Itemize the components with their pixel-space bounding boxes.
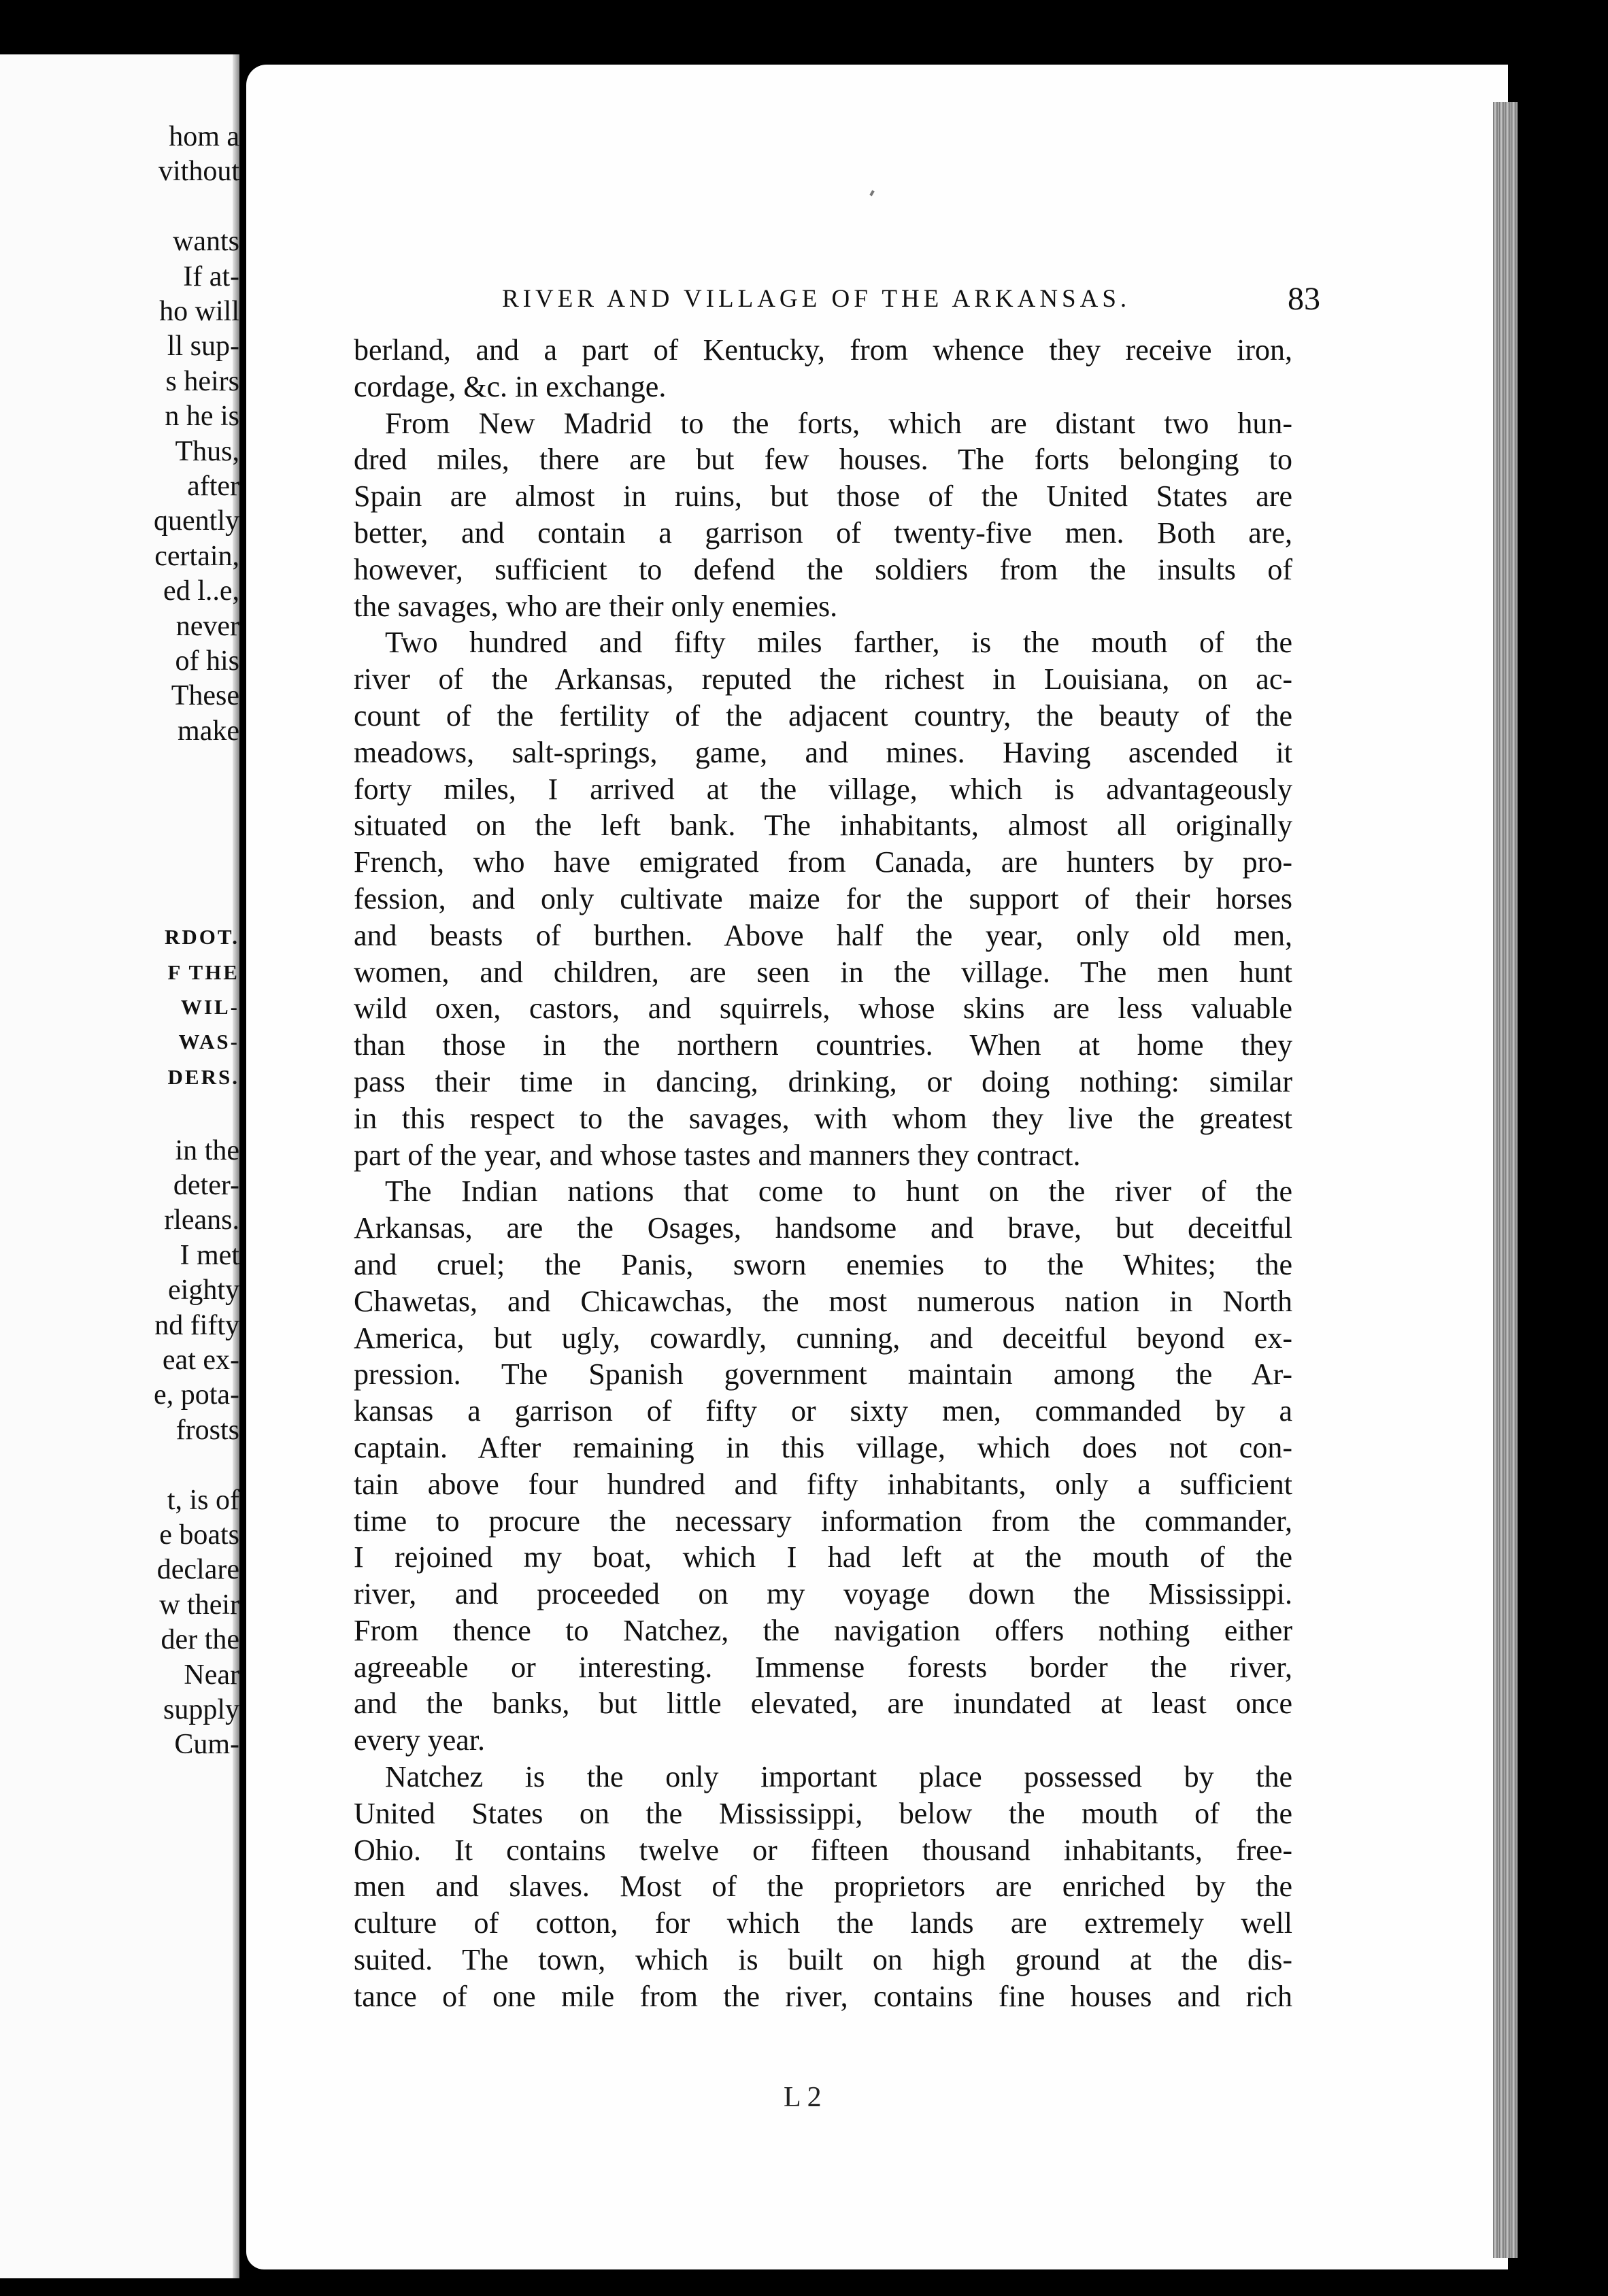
text-line: however, sufficient to defend the soldiers from the insults of [354, 552, 1292, 586]
facing-text-line: of his [175, 645, 239, 677]
facing-text-line: ed l..e, [163, 575, 239, 607]
text-line: Chawetas, and Chicawchas, the most numerous nation in North [354, 1284, 1292, 1318]
facing-text-line: Cum- [174, 1729, 239, 1761]
text-line: and beasts of burthen. Above half the year, only old men, [354, 918, 1292, 952]
facing-text-line: RDOT. [164, 925, 239, 949]
facing-text-line: eighty [168, 1274, 239, 1306]
text-line: situated on the left bank. The inhabitants, almost all originally [354, 809, 1292, 843]
signature-mark: L 2 [784, 2082, 822, 2113]
text-line: United States on the Mississippi, below the mouth of the [354, 1796, 1292, 1830]
text-line: pass their time in dancing, drinking, or doing nothing: similar [354, 1064, 1292, 1098]
facing-text-line: n he is [165, 401, 239, 433]
text-line: time to procure the necessary information from the commander, [354, 1504, 1292, 1538]
text-line: tain above four hundred and fifty inhabitants, only a sufficient [354, 1467, 1292, 1501]
facing-text-line: wants [173, 226, 239, 258]
facing-text-line: Thus, [175, 435, 239, 467]
facing-text-line: after [187, 471, 239, 502]
facing-text-line: t, is of [167, 1484, 239, 1516]
facing-text-line: nd fifty [154, 1309, 239, 1341]
text-line: every year. [354, 1723, 485, 1757]
text-line: suited. The town, which is built on high ground at the dis- [354, 1943, 1292, 1977]
facing-text-line: s heirs [165, 365, 239, 397]
text-line: forty miles, I arrived at the village, which is advantageously [354, 772, 1292, 806]
book-gutter [239, 0, 246, 2296]
page-block-edge [1493, 102, 1518, 2258]
text-line: America, but ugly, cowardly, cunning, and deceitful beyond ex- [354, 1321, 1292, 1355]
text-line: than those in the northern countries. When at home they [354, 1028, 1292, 1062]
text-line: French, who have emigrated from Canada, are hunters by pro- [354, 845, 1292, 879]
text-line: women, and children, are seen in the village. The men hunt [354, 955, 1292, 989]
text-line: and the banks, but little elevated, are inundated at least once [354, 1687, 1292, 1721]
facing-text-line: eat ex- [162, 1345, 239, 1376]
text-line: agreeable or interesting. Immense forests border the river, [354, 1650, 1292, 1684]
facing-text-line: WIL- [180, 995, 239, 1019]
facing-page-left [0, 54, 239, 2278]
text-line: captain. After remaining in this village, which does not con- [354, 1430, 1292, 1464]
text-line: part of the year, and whose tastes and manners they contract. [354, 1138, 1081, 1172]
text-line: wild oxen, castors, and squirrels, whose skins are less valuable [354, 992, 1292, 1026]
text-line: men and slaves. Most of the proprietors are enriched by the [354, 1870, 1292, 1904]
facing-text-line: rleans. [164, 1204, 239, 1236]
text-line: the savages, who are their only enemies. [354, 589, 838, 623]
text-line: dred miles, there are but few houses. The forts belonging to [354, 443, 1292, 477]
facing-text-line: deter- [173, 1170, 239, 1201]
text-line: tance of one mile from the river, contains fine houses and rich [354, 1979, 1292, 2013]
text-line: Arkansas, are the Osages, handsome and brave, but deceitful [354, 1211, 1292, 1245]
facing-text-line: ho will [159, 296, 239, 327]
facing-text-line: declare [156, 1554, 239, 1586]
running-head: RIVER AND VILLAGE OF THE ARKANSAS. [502, 285, 1131, 313]
facing-text-line: in the [175, 1134, 239, 1166]
facing-text-line: certain, [154, 540, 239, 572]
text-line: and cruel; the Panis, sworn enemies to the Whites; the [354, 1247, 1292, 1281]
facing-text-line: w their [159, 1589, 239, 1621]
facing-text-line: WAS- [178, 1030, 239, 1054]
text-line: fession, and only cultivate maize for the support of their horses [354, 881, 1292, 915]
text-line: berland, and a part of Kentucky, from whence they receive iron, [354, 333, 1292, 367]
facing-text-line: quently [154, 505, 239, 537]
facing-text-line: frosts [175, 1414, 239, 1446]
facing-text-line: These [171, 680, 239, 712]
text-line: Natchez is the only important place possessed by the [385, 1760, 1292, 1794]
facing-text-line: Near [184, 1659, 239, 1691]
text-line: cordage, &c. in exchange. [354, 369, 667, 403]
facing-text-line: der the [161, 1624, 239, 1656]
text-line: From thence to Natchez, the navigation offers nothing either [354, 1613, 1292, 1647]
text-line: count of the fertility of the adjacent country, the beauty of the [354, 698, 1292, 732]
facing-text-line: ll sup- [167, 331, 239, 362]
text-line: The Indian nations that come to hunt on the river of the [385, 1175, 1292, 1209]
text-line: Spain are almost in ruins, but those of the United States are [354, 479, 1292, 513]
facing-text-line: hom a [169, 121, 239, 152]
facing-text-line: make [178, 715, 239, 747]
text-line: From New Madrid to the forts, which are distant two hun- [385, 406, 1292, 440]
facing-text-line: F THE [167, 960, 239, 984]
text-line: better, and contain a garrison of twenty-five men. Both are, [354, 516, 1292, 550]
facing-text-line: If at- [183, 260, 239, 292]
facing-text-line: e boats [159, 1519, 239, 1551]
text-line: Ohio. It contains twelve or fifteen thousand inhabitants, free- [354, 1833, 1292, 1867]
facing-text-line: e, pota- [154, 1379, 239, 1411]
text-line: river of the Arkansas, reputed the richest in Louisiana, on ac- [354, 662, 1292, 696]
facing-text-line: supply [163, 1694, 239, 1725]
text-line: kansas a garrison of fifty or sixty men, commanded by a [354, 1394, 1292, 1428]
text-line: I rejoined my boat, which I had left at the mouth of the [354, 1540, 1292, 1574]
page-number: 83 [1288, 281, 1320, 317]
body-text [354, 332, 1292, 2015]
text-line: river, and proceeded on my voyage down the Mississippi. [354, 1577, 1292, 1611]
facing-text-line: vithout [158, 156, 239, 188]
text-line: meadows, salt-springs, game, and mines. Having ascended it [354, 735, 1292, 769]
text-line: pression. The Spanish government maintain among the Ar- [354, 1357, 1292, 1391]
text-line: Two hundred and fifty miles farther, is the mouth of the [385, 626, 1292, 660]
text-line: culture of cotton, for which the lands are extremely well [354, 1906, 1292, 1940]
facing-text-line: I met [180, 1239, 239, 1271]
facing-text-line: DERS. [167, 1064, 239, 1089]
facing-text-line: never [175, 610, 239, 642]
text-line: in this respect to the savages, with whom they live the greatest [354, 1101, 1292, 1135]
